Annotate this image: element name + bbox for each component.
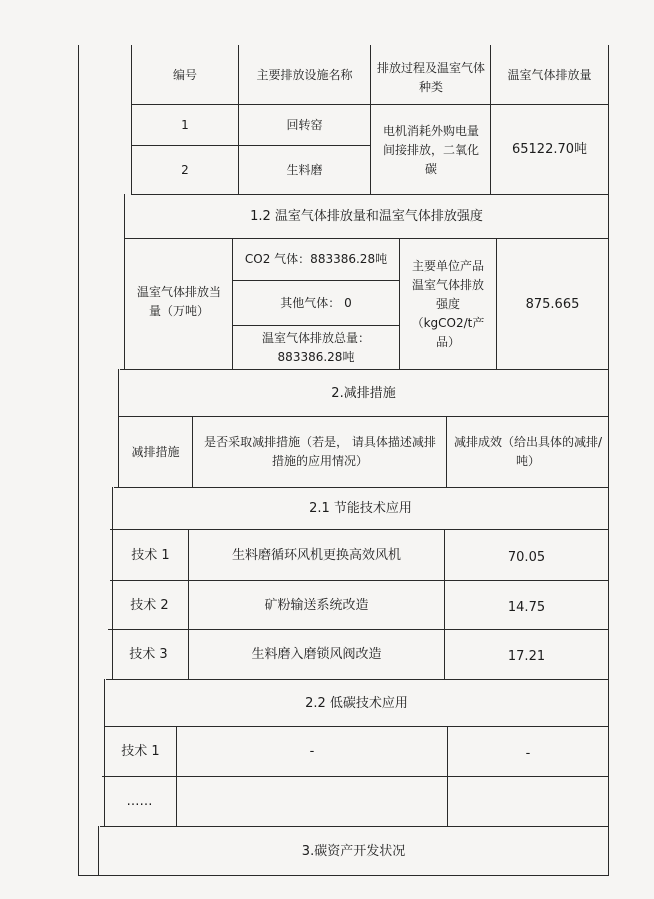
- s2-col2-line: [446, 416, 447, 487]
- s12-intensity-value: 875.665: [525, 296, 580, 312]
- page-bottom-border: [78, 875, 609, 876]
- s12-col2-line: [399, 238, 400, 370]
- s21-row2-label: 技术 2: [130, 597, 169, 613]
- s21-row1-value: 70.05: [507, 549, 546, 565]
- t1-row1-id: 1: [181, 117, 189, 132]
- t1-process: 电机消耗外购电量间接排放，二氧化碳: [382, 123, 479, 176]
- s21-row1-desc: 生料磨循环风机更换高效风机: [231, 547, 401, 563]
- section-2-2-title: 2.2 低碳技术应用: [305, 695, 408, 711]
- s12-total: 温室气体排放总量：883386.28吨: [261, 331, 370, 364]
- s12-other: 其他气体： 0: [280, 295, 352, 310]
- s22-row2-value: [448, 777, 608, 826]
- section-3-title: 3.碳资产开发状况: [301, 843, 406, 859]
- s12-co2: CO2 气体：883386.28吨: [244, 252, 388, 266]
- s22-row1-label: 技术 1: [121, 744, 160, 759]
- t1-row2-id: 2: [181, 162, 189, 177]
- section-1-2-title: 1.2 温室气体排放量和温室气体排放强度: [250, 209, 483, 224]
- s2-col1-label: 减排措施: [131, 444, 180, 459]
- s2-col3-label: 减排成效（给出具体的减排/吨）: [453, 435, 603, 468]
- s21-row2-value: 14.75: [507, 599, 546, 615]
- section-2-1-title: 2.1 节能技术应用: [309, 501, 412, 516]
- page-right-border: [608, 45, 609, 875]
- s22-row1-desc: -: [309, 744, 315, 759]
- t1-header-amount: 温室气体排放量: [507, 67, 592, 82]
- page-left-border: [78, 45, 79, 875]
- s12-row2-line: [232, 325, 399, 326]
- s2-col2-label: 是否采取减排措施（若是， 请具体描述减排措施的应用情况）: [204, 435, 436, 468]
- t1-amount: 65122.70吨: [511, 142, 588, 157]
- t1-row2-facility: 生料磨: [286, 162, 323, 177]
- s22-row1-value: -: [525, 746, 531, 761]
- t1-header-facility: 主要排放设施名称: [256, 67, 353, 82]
- t1-col2-line: [370, 45, 371, 195]
- s22-row2-label: ……: [126, 794, 153, 809]
- s12-equivalent-label: 温室气体排放当量（万吨）: [136, 285, 221, 318]
- s12-intensity-label: 主要单位产品温室气体排放强度（kgCO2/t产品）: [411, 258, 485, 349]
- s22-row2-desc: [177, 777, 447, 826]
- t1-header-process: 排放过程及温室气体种类: [376, 61, 485, 94]
- s2-col1-line: [192, 416, 193, 487]
- s21-row3-desc: 生料磨入磨锁风阀改造: [251, 647, 382, 662]
- s21-row1-label: 技术 1: [131, 547, 170, 563]
- t1-row1-facility: 回转窑: [286, 117, 323, 132]
- s21-row3-value: 17.21: [507, 649, 546, 664]
- section-2-title: 2.减排措施: [331, 385, 396, 401]
- t1-header-id: 编号: [172, 67, 197, 82]
- s21-row2-desc: 矿粉输送系统改造: [264, 597, 369, 613]
- s21-row3-label: 技术 3: [129, 647, 168, 662]
